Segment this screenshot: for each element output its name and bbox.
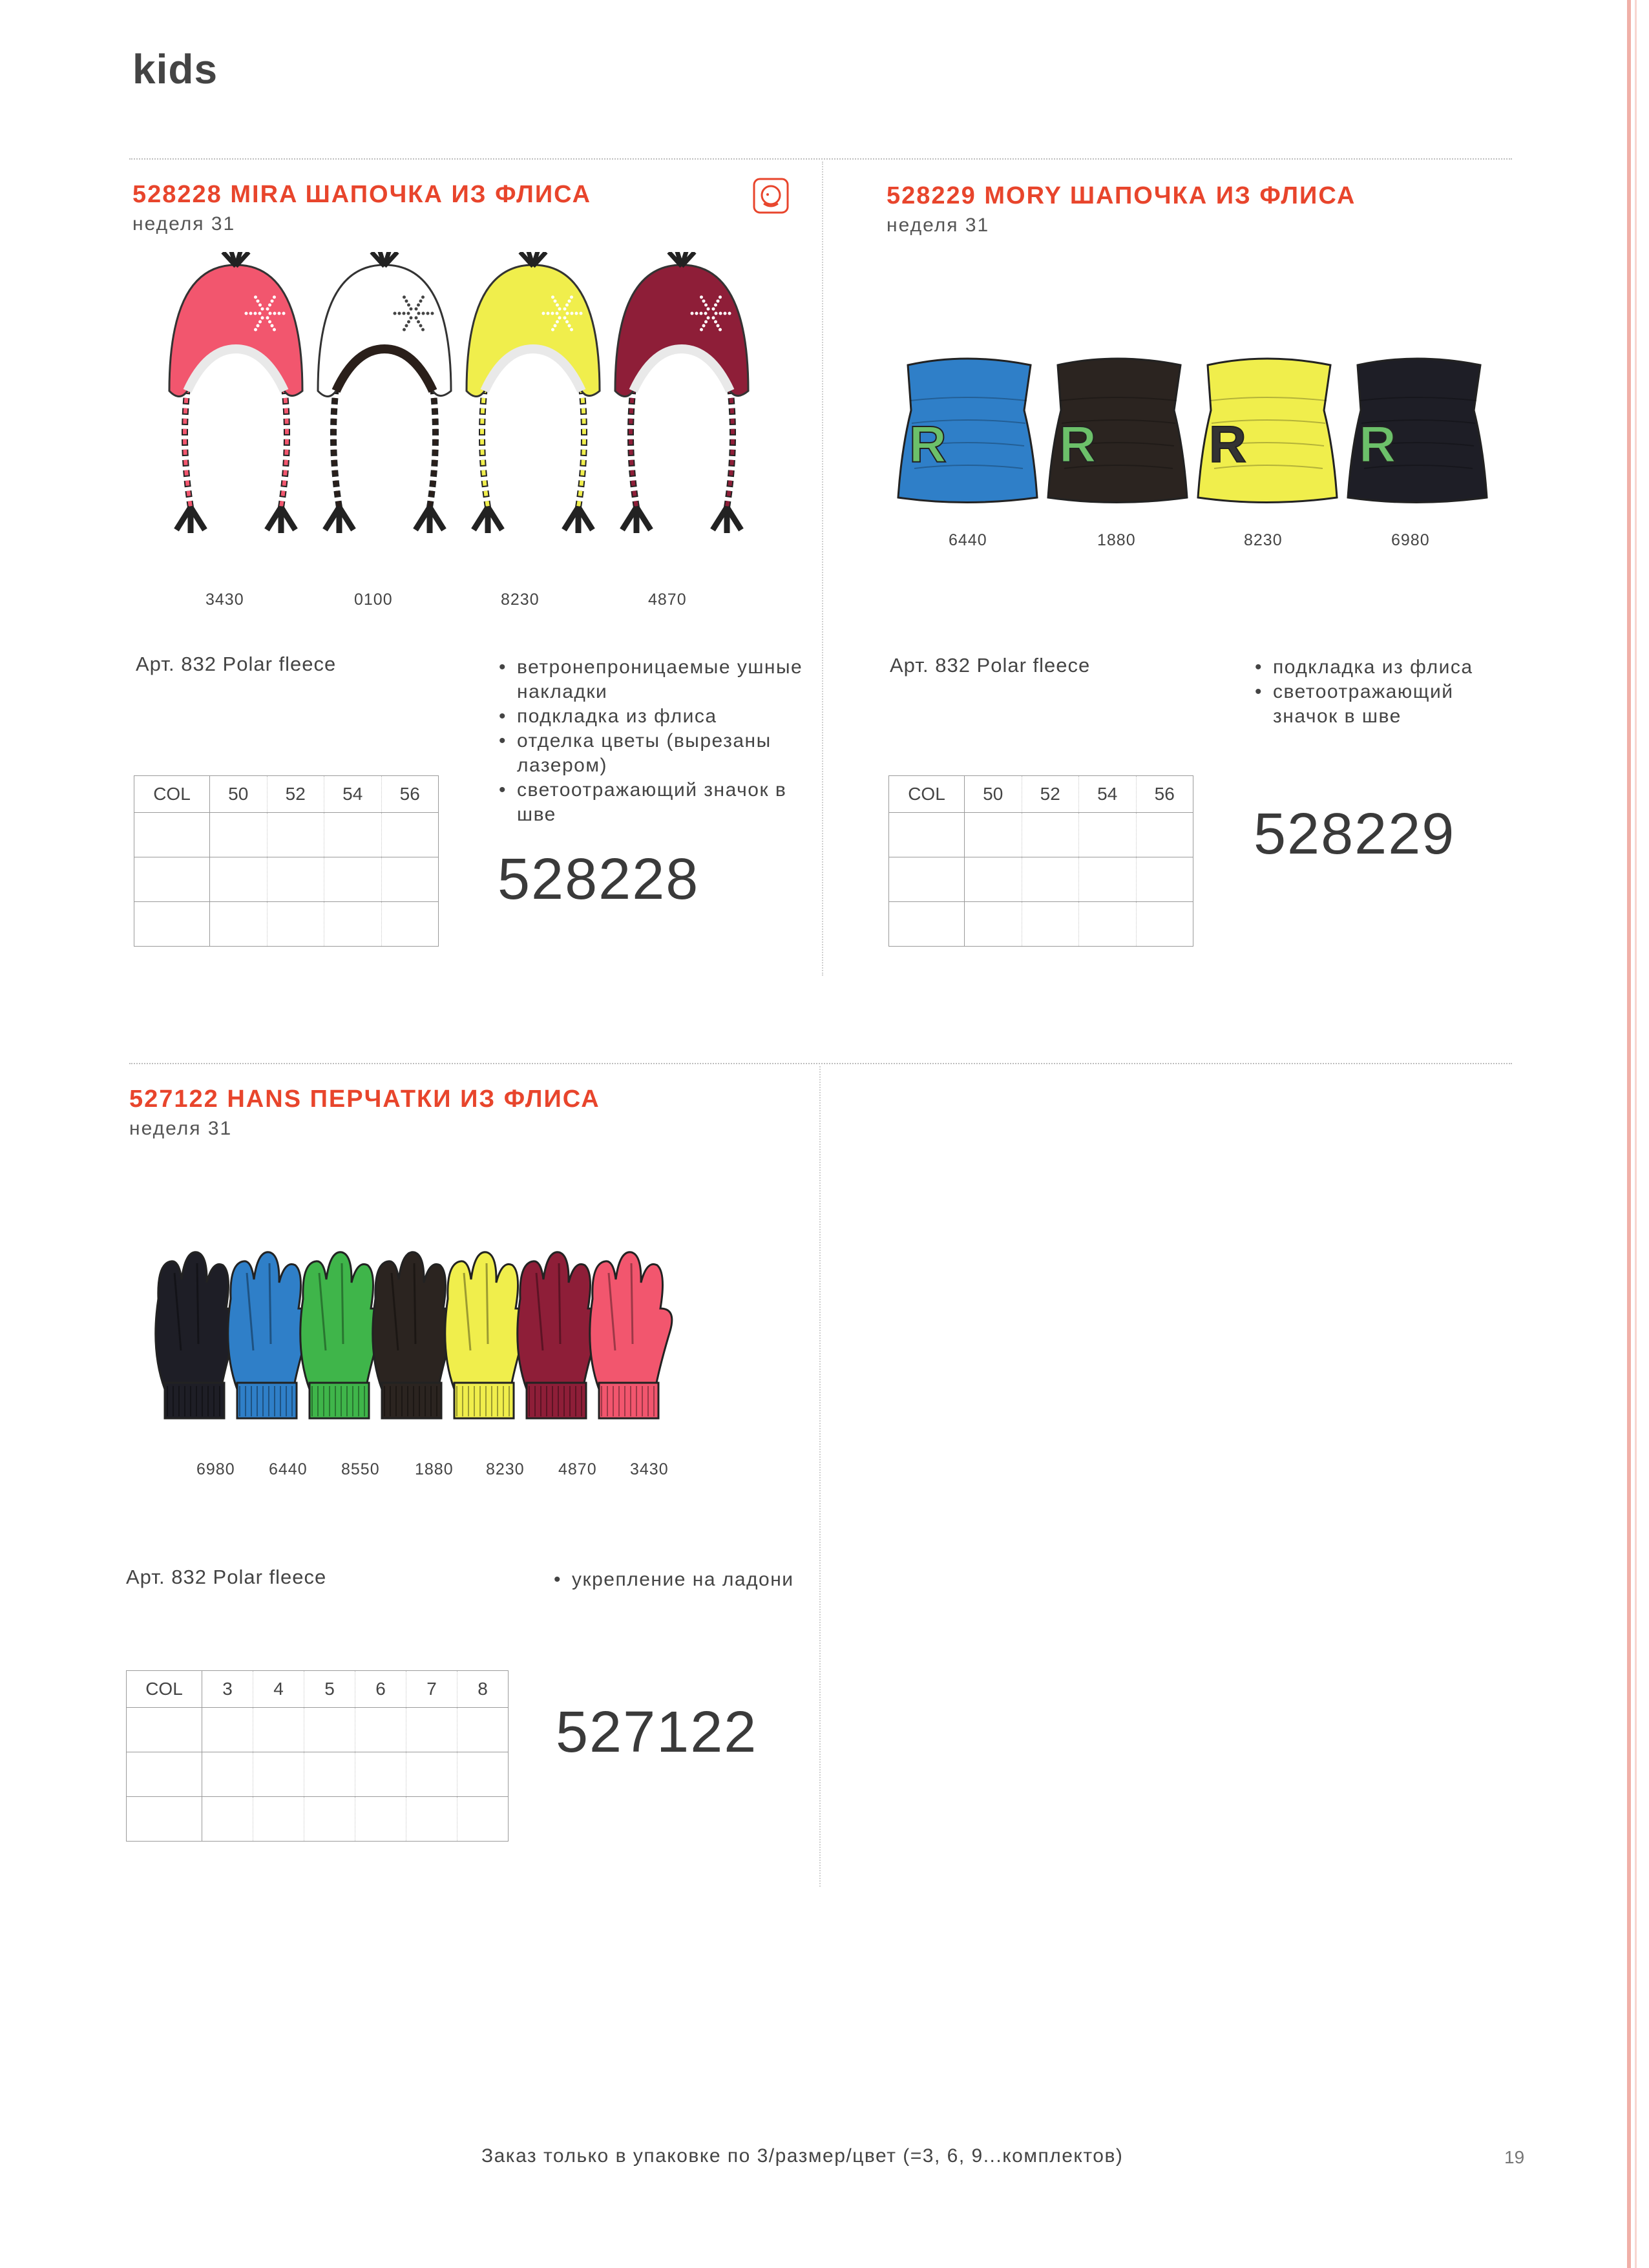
flower-dot [268, 320, 271, 323]
feature-list [1254, 655, 1525, 729]
flower-dot [719, 295, 722, 299]
column-divider-bottom [819, 1066, 821, 1887]
size-header-col: COL [127, 1671, 202, 1708]
flower-dot [702, 299, 706, 302]
order-cell[interactable] [355, 1752, 406, 1797]
flower-dot [717, 299, 720, 302]
hat-body [169, 265, 302, 397]
size-header: 3 [202, 1671, 253, 1708]
flower-dot [547, 312, 550, 315]
flower-dot [712, 316, 715, 319]
order-cell[interactable] [406, 1708, 457, 1752]
material-label: Арт. 832 Polar fleece [890, 654, 1091, 677]
order-cell[interactable] [1022, 857, 1079, 902]
flower-dot [551, 295, 554, 299]
color-code: 8230 [501, 591, 540, 609]
order-cell[interactable] [127, 1797, 202, 1842]
color-code: 3430 [205, 591, 244, 609]
order-cell[interactable] [304, 1708, 355, 1752]
order-cell[interactable] [324, 902, 382, 947]
flower-dot [580, 312, 583, 315]
flower-dot [271, 299, 274, 302]
flower-dot [558, 308, 562, 311]
hat-drawing [1048, 359, 1187, 503]
feature-list [552, 1568, 824, 1592]
braid [578, 388, 584, 507]
glove-drawing [445, 1252, 527, 1418]
flower-dot [407, 312, 410, 315]
glove-drawing [590, 1252, 672, 1418]
flower-dot [570, 328, 573, 331]
glove-drawing [373, 1252, 455, 1418]
mory-hats-illustration [895, 352, 1502, 514]
hat-drawing [318, 252, 451, 533]
flower-dot [571, 312, 574, 315]
top-tassel [520, 252, 546, 266]
flower-dot [419, 299, 423, 302]
size-header: 52 [1022, 776, 1079, 813]
order-cell[interactable] [889, 813, 965, 857]
size-header: 50 [965, 776, 1022, 813]
flower-dot [419, 324, 423, 328]
glove-drawing [228, 1252, 310, 1418]
order-cell[interactable] [406, 1797, 457, 1842]
hat-drawing [467, 252, 600, 533]
flower-dot [273, 295, 276, 299]
middle-divider [129, 1063, 1512, 1064]
flower-dot [417, 312, 421, 315]
order-cell[interactable] [457, 1708, 509, 1752]
product-title-mira: 528228 MIRA ШАПОЧКА ИЗ ФЛИСА [132, 181, 592, 208]
order-cell[interactable] [1136, 813, 1193, 857]
order-cell[interactable] [381, 813, 439, 857]
flower-dot [707, 316, 710, 319]
flower-dot [410, 308, 413, 311]
top-divider [129, 158, 1512, 160]
flower-dot [417, 320, 420, 323]
flower-dot [714, 320, 717, 323]
braid-accent [281, 388, 287, 507]
order-cell[interactable] [324, 813, 382, 857]
size-header: 56 [1136, 776, 1193, 813]
product-number-mira: 528228 [498, 847, 700, 912]
braid [430, 388, 436, 507]
color-code: 8550 [341, 1460, 380, 1478]
order-cell[interactable] [889, 902, 965, 947]
flower-dot [566, 312, 569, 315]
section-title: kids [132, 46, 218, 92]
order-cell[interactable] [210, 857, 268, 902]
flower-dot [556, 304, 559, 307]
size-header-col: COL [134, 776, 210, 813]
hans-gloves-illustration [145, 1247, 740, 1454]
flower-dot [415, 308, 418, 311]
flower-dot [421, 328, 425, 331]
flower-dot [565, 304, 569, 307]
flower-dot [704, 304, 708, 307]
hat-drawing [615, 252, 748, 533]
flower-dot [269, 312, 272, 315]
reima-logo-icon: R [1359, 415, 1396, 473]
flower-dot [258, 312, 262, 315]
order-cell[interactable] [253, 1752, 304, 1797]
braid [631, 388, 636, 507]
flower-dot [254, 295, 257, 299]
flower-dot [700, 295, 703, 299]
top-tassel [372, 252, 397, 266]
order-cell[interactable] [1022, 902, 1079, 947]
flower-dot [254, 328, 257, 331]
product-week-mira: неделя 31 [132, 213, 236, 235]
flower-dot [417, 304, 420, 307]
braid-accent [185, 388, 191, 507]
flower-dot [700, 328, 703, 331]
flower-dot [403, 295, 406, 299]
flower-dot [556, 320, 559, 323]
braid-accent [578, 388, 584, 507]
product-week-mory: неделя 31 [887, 215, 990, 236]
order-cell[interactable] [267, 902, 324, 947]
page-edge-strip [1627, 0, 1631, 2268]
feature-item: • укрепление на ладони [552, 1568, 824, 1592]
order-cell[interactable] [253, 1708, 304, 1752]
flower-dot [704, 312, 708, 315]
color-code: 6980 [1391, 531, 1430, 549]
order-cell[interactable] [355, 1797, 406, 1842]
order-cell[interactable] [304, 1797, 355, 1842]
order-cell[interactable] [965, 813, 1022, 857]
flower-dot [258, 304, 262, 307]
flower-dot [556, 312, 559, 315]
order-cell[interactable] [381, 857, 439, 902]
product-number-mory: 528229 [1254, 802, 1456, 866]
size-header: 54 [324, 776, 382, 813]
size-header: 52 [267, 776, 324, 813]
material-label: Арт. 832 Polar fleece [136, 653, 337, 675]
reima-logo-icon: R [1059, 415, 1097, 473]
size-header-col: COL [889, 776, 965, 813]
feature-item: • ветронепроницаемые ушные накладки [498, 655, 821, 704]
glove-drawing [300, 1252, 383, 1418]
flower-dot [245, 312, 248, 315]
product-week-hans: неделя 31 [129, 1118, 233, 1139]
order-cell[interactable] [1022, 813, 1079, 857]
flower-dot [405, 324, 408, 328]
flower-dot [568, 324, 571, 328]
flower-dot [570, 295, 573, 299]
flower-dot [695, 312, 698, 315]
color-code: 1880 [1097, 531, 1136, 549]
order-size-table [888, 775, 1193, 947]
braid [482, 388, 488, 507]
flower-dot [715, 312, 718, 315]
flower-dot [728, 312, 731, 315]
flower-dot [702, 324, 706, 328]
flower-dot [554, 324, 557, 328]
flower-dot [282, 312, 286, 315]
feature-item: • подкладка из флиса [498, 704, 821, 729]
flower-dot [403, 328, 406, 331]
flower-dot [712, 308, 715, 311]
reima-logo-icon: R [1209, 415, 1246, 473]
braid-accent [430, 388, 436, 507]
size-header: 50 [210, 776, 268, 813]
flower-dot [271, 324, 274, 328]
feature-list [498, 655, 821, 827]
flower-dot [421, 295, 425, 299]
hat-drawing [169, 252, 302, 533]
braid-accent [482, 388, 488, 507]
braid [727, 388, 733, 507]
flower-dot [257, 324, 260, 328]
hat-drawing [1348, 359, 1487, 503]
size-header: 8 [457, 1671, 509, 1708]
flower-dot [403, 312, 406, 315]
order-cell[interactable] [304, 1752, 355, 1797]
flower-dot [261, 308, 264, 311]
flower-dot [700, 312, 703, 315]
braid [333, 388, 339, 507]
feature-item: • светоотражающий значок в шве [1254, 680, 1525, 729]
feature-item: • отделка цветы (вырезаны лазером) [498, 729, 821, 778]
order-cell[interactable] [127, 1752, 202, 1797]
flower-dot [258, 320, 262, 323]
flower-dot [426, 312, 430, 315]
order-cell[interactable] [210, 902, 268, 947]
feature-item: • подкладка из флиса [1254, 655, 1525, 680]
braid [185, 388, 191, 507]
flower-dot [422, 312, 425, 315]
order-cell[interactable] [965, 902, 1022, 947]
size-header: 54 [1079, 776, 1137, 813]
flower-dot [714, 304, 717, 307]
order-cell[interactable] [457, 1752, 509, 1797]
order-cell[interactable] [965, 857, 1022, 902]
flower-dot [405, 299, 408, 302]
hat-drawing [898, 359, 1037, 503]
flower-dot [266, 308, 269, 311]
color-code: 6980 [196, 1460, 235, 1478]
page-edge-strip [1635, 0, 1637, 2268]
order-cell[interactable] [202, 1752, 253, 1797]
flower-dot [398, 312, 401, 315]
flower-dot [563, 308, 567, 311]
hat-body [467, 265, 600, 397]
flower-dot [407, 320, 410, 323]
page-number: 19 [1504, 2147, 1525, 2167]
flower-dot [254, 312, 257, 315]
color-code: 1880 [415, 1460, 454, 1478]
flower-dot [261, 316, 264, 319]
order-cell[interactable] [134, 813, 210, 857]
color-code: 3430 [630, 1460, 669, 1478]
glove-drawing [156, 1252, 238, 1418]
flower-dot [266, 316, 269, 319]
flower-dot [249, 312, 253, 315]
flower-dot [719, 328, 722, 331]
hat-drawing [1198, 359, 1337, 503]
product-title-hans: 527122 HANS ПЕРЧАТКИ ИЗ ФЛИСА [129, 1086, 600, 1113]
product-title-mory: 528229 MORY ШАПОЧКА ИЗ ФЛИСА [887, 182, 1356, 209]
order-cell[interactable] [324, 857, 382, 902]
flower-dot [431, 312, 434, 315]
reima-logo-icon: R [909, 415, 947, 473]
order-cell[interactable] [1079, 813, 1137, 857]
order-cell[interactable] [1136, 857, 1193, 902]
color-code: 4870 [648, 591, 687, 609]
order-cell[interactable] [202, 1708, 253, 1752]
order-note: Заказ только в упаковке по 3/размер/цвет (=3, 6, 9...комплектов) [481, 2145, 1124, 2167]
glove-drawing [518, 1252, 600, 1418]
color-code: 8230 [1244, 531, 1283, 549]
order-cell[interactable] [127, 1708, 202, 1752]
order-cell[interactable] [267, 813, 324, 857]
order-cell[interactable] [1136, 902, 1193, 947]
flower-dot [568, 299, 571, 302]
flower-dot [719, 312, 722, 315]
mira-hats-illustration [162, 252, 756, 601]
flower-dot [542, 312, 545, 315]
size-header: 6 [355, 1671, 406, 1708]
order-cell[interactable] [457, 1797, 509, 1842]
braid-accent [631, 388, 636, 507]
top-tassel [223, 252, 249, 266]
order-cell[interactable] [134, 857, 210, 902]
order-cell[interactable] [267, 857, 324, 902]
size-header: 56 [381, 776, 439, 813]
flower-dot [558, 316, 562, 319]
flower-dot [268, 304, 271, 307]
color-code: 6440 [269, 1460, 308, 1478]
size-header: 5 [304, 1671, 355, 1708]
order-size-table [126, 1670, 509, 1842]
color-code: 8230 [486, 1460, 525, 1478]
flower-dot [278, 312, 281, 315]
order-cell[interactable] [1079, 902, 1137, 947]
top-tassel [669, 252, 695, 266]
order-cell[interactable] [406, 1752, 457, 1797]
material-label: Арт. 832 Polar fleece [126, 1566, 327, 1588]
flower-dot [410, 316, 413, 319]
order-cell[interactable] [134, 902, 210, 947]
flower-dot [554, 299, 557, 302]
flower-dot [407, 304, 410, 307]
flower-dot [704, 320, 708, 323]
flower-dot [257, 299, 260, 302]
hat-body [318, 265, 451, 397]
flower-dot [565, 320, 569, 323]
column-divider-top [822, 162, 823, 976]
flower-dot [563, 316, 567, 319]
order-cell[interactable] [381, 902, 439, 947]
flower-dot [717, 324, 720, 328]
flower-dot [575, 312, 578, 315]
flower-dot [551, 312, 554, 315]
flower-dot [691, 312, 694, 315]
order-cell[interactable] [210, 813, 268, 857]
flower-dot [707, 308, 710, 311]
order-size-table [134, 775, 439, 947]
braid [281, 388, 287, 507]
feature-item: • светоотражающий значок в шве [498, 778, 821, 827]
product-number-hans: 527122 [556, 1700, 758, 1765]
flower-dot [415, 316, 418, 319]
flower-dot [273, 312, 277, 315]
size-header: 4 [253, 1671, 304, 1708]
color-code: 4870 [558, 1460, 597, 1478]
flower-dot [273, 328, 276, 331]
hat-body [615, 265, 748, 397]
flower-dot [551, 328, 554, 331]
order-cell[interactable] [889, 857, 965, 902]
baby-head-icon [753, 178, 789, 214]
order-cell[interactable] [253, 1797, 304, 1842]
braid-accent [333, 388, 339, 507]
color-code: 6440 [949, 531, 987, 549]
flower-dot [394, 312, 397, 315]
braid-accent [727, 388, 733, 507]
flower-dot [724, 312, 727, 315]
order-cell[interactable] [355, 1708, 406, 1752]
color-code: 0100 [354, 591, 393, 609]
order-cell[interactable] [202, 1797, 253, 1842]
size-header: 7 [406, 1671, 457, 1708]
order-cell[interactable] [1079, 857, 1137, 902]
